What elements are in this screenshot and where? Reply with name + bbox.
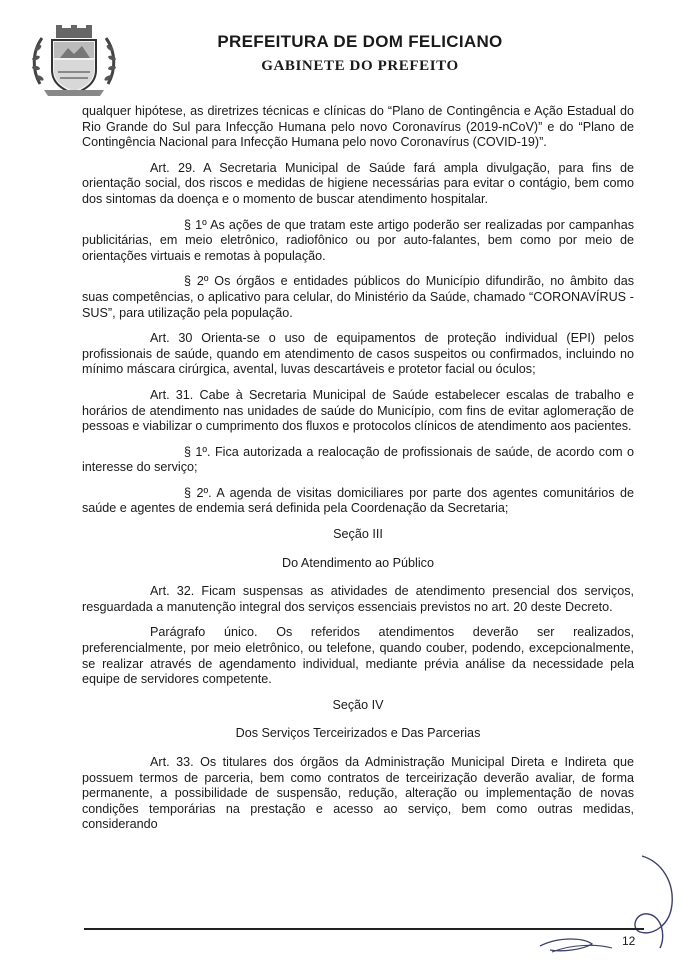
paragraph-continuation: qualquer hipótese, as diretrizes técnicas e clínicas do “Plano de Contingência e Ação Estadual do Rio Grande do Sul para Infecção Humana pelo novo Coronavírus (2019-nCoV)” e do “Plano de Contingência Nacional para Infecção Humana pelo novo Coronavírus (COVID-19)”. (82, 104, 634, 150)
footer-divider (84, 928, 644, 930)
page-title: PREFEITURA DE DOM FELICIANO (217, 32, 503, 51)
article-32: Art. 32. Ficam suspensas as atividades de atendimento presencial dos serviços, resguardada a manutenção integral dos serviços essenciais previstos no art. 20 deste Decreto. (82, 584, 634, 614)
municipal-coat-of-arms-icon (30, 24, 118, 100)
section-heading: Seção III (333, 527, 383, 542)
handwritten-signature-icon (532, 852, 682, 960)
article-31-paragraph-1: § 1º. Fica autorizada a realocação de profissionais de saúde, de acordo com o interesse do serviço; (82, 444, 634, 475)
page-number: 12 (622, 934, 636, 948)
section-title: Do Atendimento ao Público (282, 555, 434, 570)
section-title: Dos Serviços Terceirizados e Das Parcerias (235, 726, 481, 741)
article-29: Art. 29. A Secretaria Municipal de Saúde fará ampla divulgação, para fins de orientação social, dos riscos e medidas de higiene necessárias para evitar o contágio, bem como dos sintomas da doença e o momento de buscar atendimento hospitalar. (82, 160, 634, 206)
article-30: Art. 30 Orienta-se o uso de equipamentos de proteção individual (EPI) pelos profissionais de saúde, quando em atendimento de casos suspeitos ou confirmados, incluindo no mínimo máscara cirúrgica, avental, luvas descartáveis e protetor facial ou óculos; (82, 331, 634, 377)
article-33: Art. 33. Os titulares dos órgãos da Administração Municipal Direta e Indireta que possuem termos de parceria, bem como contratos de terceirização deverão avaliar, de forma permanente, a possibilidade de suspensão, redução, alteração ou implementação de novas condições temporárias na prestação e acesso ao serviço, bem como outras medidas, considerando (82, 755, 634, 832)
article-32-sole-paragraph: Parágrafo único. Os referidos atendimentos deverão ser realizados, preferencialmente, por meio eletrônico, ou telefone, quando couber, podendo, excepcionalmente, se realizar através de agendamento individual, mediante prévia análise da necessidade pela equipe de servidores competente. (82, 625, 634, 687)
article-29-paragraph-2: § 2º Os órgãos e entidades públicos do Município difundirão, no âmbito das suas competências, o aplicativo para celular, do Ministério da Saúde, chamado “CORONAVÍRUS - SUS”, para utilização pela população. (82, 274, 634, 320)
article-29-paragraph-1: § 1º As ações de que tratam este artigo poderão ser realizadas por campanhas publicitárias, em meio eletrônico, radiofônico ou por auto-falantes, bem como por meio de orientações virtuais e remotas à população. (82, 217, 634, 263)
document-body (82, 104, 634, 843)
article-31-paragraph-2: § 2º. A agenda de visitas domiciliares por parte dos agentes comunitários de saúde e agentes de endemia será definida pela Coordenação da Secretaria; (82, 485, 634, 516)
article-31: Art. 31. Cabe à Secretaria Municipal de Saúde estabelecer escalas de trabalho e horários de atendimento nas unidades de saúde do Município, com fins de evitar aglomeração de pessoas e viabilizar o cumprimento dos fluxos e protocolos clínicos de atendimento aos pacientes. (82, 387, 634, 434)
section-heading: Seção IV (332, 697, 384, 712)
page-subtitle: GABINETE DO PREFEITO (261, 58, 459, 74)
